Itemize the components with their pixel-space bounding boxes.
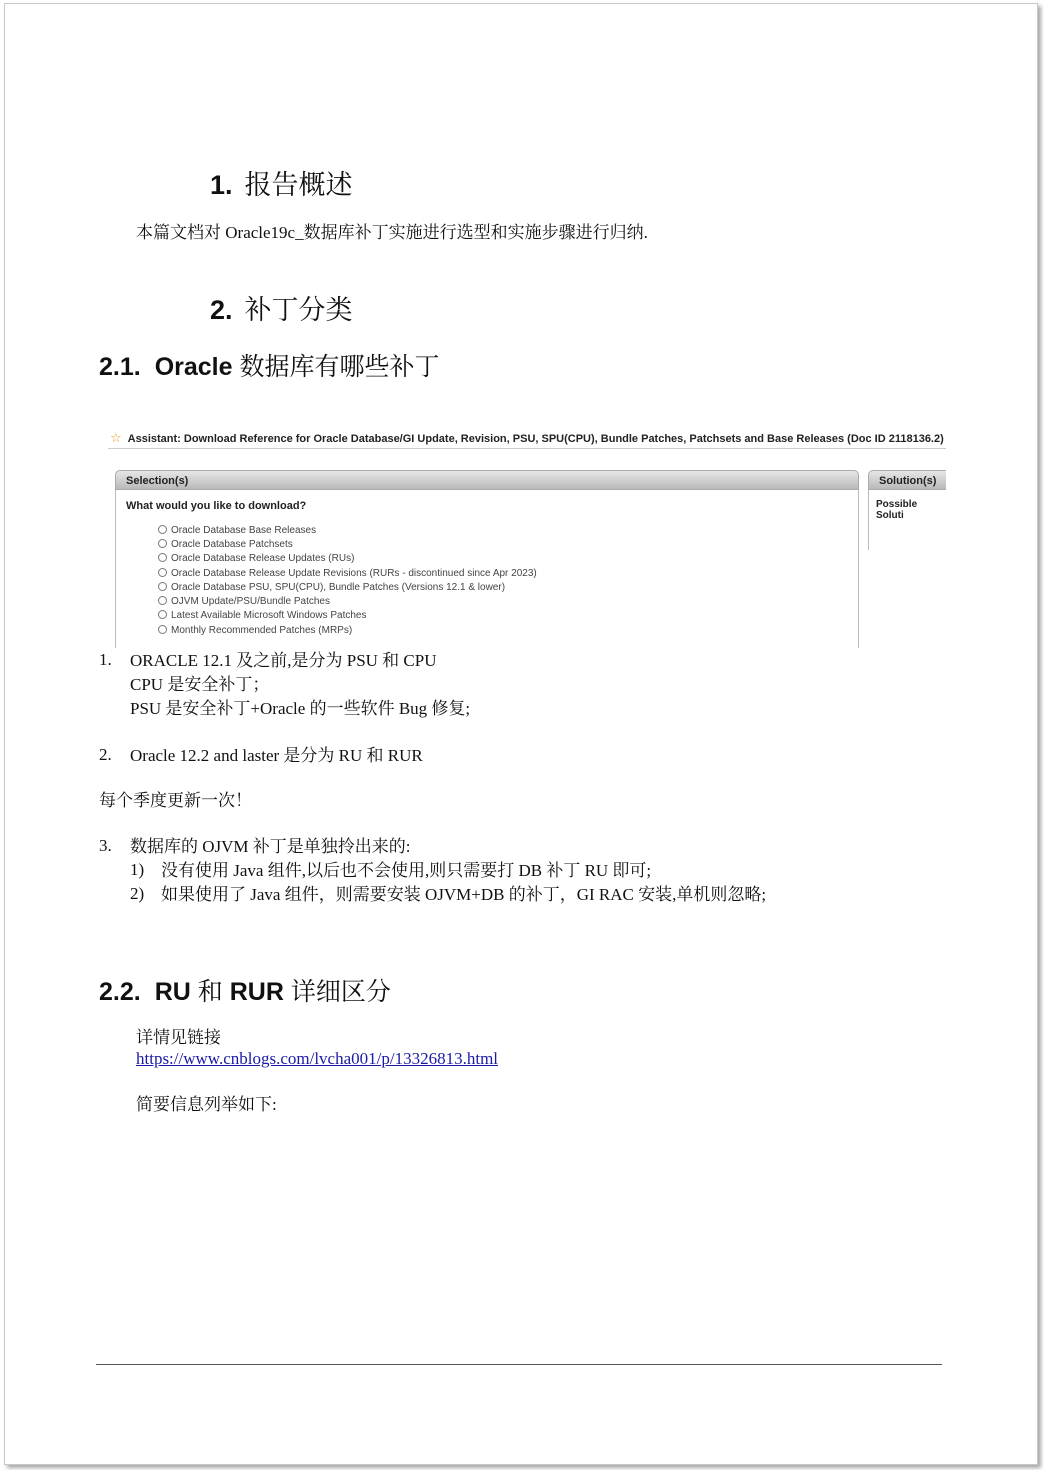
- selection-header-label: Selection(s): [126, 475, 189, 487]
- star-icon: ☆: [110, 430, 122, 445]
- detail-label: 详情见链接: [136, 1028, 221, 1047]
- heading-text-detail: 详细区分: [290, 978, 391, 1006]
- sublist-number: 1): [130, 860, 145, 879]
- sublist-item-1: 没有使用 Java 组件,以后也不会使用,则只需要打 DB 补丁 RU 即可;: [161, 861, 652, 880]
- list-item-1-line-1: ORACLE 12.1 及之前,是分为 PSU 和 CPU: [130, 651, 437, 670]
- radio-option[interactable]: OJVM Update/PSU/Bundle Patches: [158, 595, 330, 609]
- footer-divider: [96, 1364, 942, 1365]
- quarterly-note: 每个季度更新一次！: [99, 791, 252, 810]
- selection-panel-header: [115, 470, 859, 490]
- heading-number: 2.: [210, 295, 233, 325]
- radio-option[interactable]: Oracle Database Base Releases: [158, 524, 316, 538]
- heading-text-cjk: 数据库有哪些补丁: [239, 353, 440, 381]
- solution-text: Possible Soluti: [876, 499, 918, 521]
- radio-button-icon[interactable]: [158, 525, 167, 534]
- sublist-number: 2): [130, 884, 145, 903]
- heading-text: 报告概述: [244, 170, 353, 200]
- list-number: 1.: [99, 650, 112, 669]
- list-number: 2.: [99, 745, 112, 764]
- radio-option[interactable]: Oracle Database Release Updates (RUs): [158, 552, 354, 566]
- overview-paragraph: 本篇文档对 Oracle19c_数据库补丁实施进行选型和实施步骤进行归纳.: [136, 223, 648, 242]
- radio-option[interactable]: Oracle Database Patchsets: [158, 538, 293, 552]
- heading-text-latin: Oracle: [154, 353, 233, 381]
- heading-number: 2.2.: [99, 978, 141, 1006]
- list-item-3-line-1: 数据库的 OJVM 补丁是单独拎出来的:: [130, 837, 411, 856]
- screenshot-title-bar: [110, 430, 944, 446]
- radio-button-icon[interactable]: [158, 539, 167, 548]
- radio-option[interactable]: Monthly Recommended Patches (MRPs): [158, 624, 352, 638]
- radio-option[interactable]: Latest Available Microsoft Windows Patches: [158, 609, 366, 623]
- oracle-support-screenshot: [100, 420, 946, 648]
- list-item-1-line-2: CPU 是安全补丁；: [130, 675, 270, 694]
- reference-link-wrapper: [136, 1049, 498, 1069]
- heading-2-2: [99, 972, 391, 1008]
- heading-number: 2.1.: [99, 353, 141, 381]
- solution-header-label: Solution(s): [879, 475, 937, 487]
- radio-button-icon[interactable]: [158, 610, 167, 619]
- radio-button-icon[interactable]: [158, 596, 167, 605]
- heading-number: 1.: [210, 170, 233, 200]
- heading-text-rur: RUR: [229, 978, 284, 1006]
- download-question: What would you like to download?: [126, 500, 307, 512]
- radio-button-icon[interactable]: [158, 568, 167, 577]
- reference-link[interactable]: https://www.cnblogs.com/lvcha001/p/13326813.html: [136, 1049, 499, 1068]
- sublist-item-2: 如果使用了 Java 组件，则需要安装 OJVM+DB 的补丁，GI RAC 安装,单机则忽略;: [161, 885, 767, 904]
- heading-text-ru: RU: [154, 978, 191, 1006]
- title-divider: [108, 448, 946, 449]
- radio-button-icon[interactable]: [158, 625, 167, 634]
- radio-button-icon[interactable]: [158, 582, 167, 591]
- list-item-2-line-1: Oracle 12.2 and laster 是分为 RU 和 RUR: [130, 746, 423, 765]
- list-item-1-line-3: PSU 是安全补丁+Oracle 的一些软件 Bug 修复;: [130, 699, 471, 718]
- radio-option[interactable]: Oracle Database PSU, SPU(CPU), Bundle Patches (Versions 12.1 & lower): [158, 581, 505, 595]
- heading-2: [210, 288, 353, 327]
- radio-button-icon[interactable]: [158, 553, 167, 562]
- heading-text-and: 和: [197, 978, 223, 1006]
- list-number: 3.: [99, 836, 112, 855]
- heading-text: 补丁分类: [244, 295, 353, 325]
- heading-2-1: [99, 347, 440, 383]
- solution-panel-header: [868, 470, 946, 490]
- screenshot-title: Assistant: Download Reference for Oracle Database/GI Update, Revision, PSU, SPU(CPU), Bundle Patches, Patchsets and Base Releases (Doc ID 2118136.2): [127, 433, 944, 445]
- heading-1: [210, 163, 353, 202]
- summary-label: 简要信息列举如下:: [136, 1095, 277, 1114]
- radio-option[interactable]: Oracle Database Release Update Revisions (RURs - discontinued since Apr 2023): [158, 567, 537, 581]
